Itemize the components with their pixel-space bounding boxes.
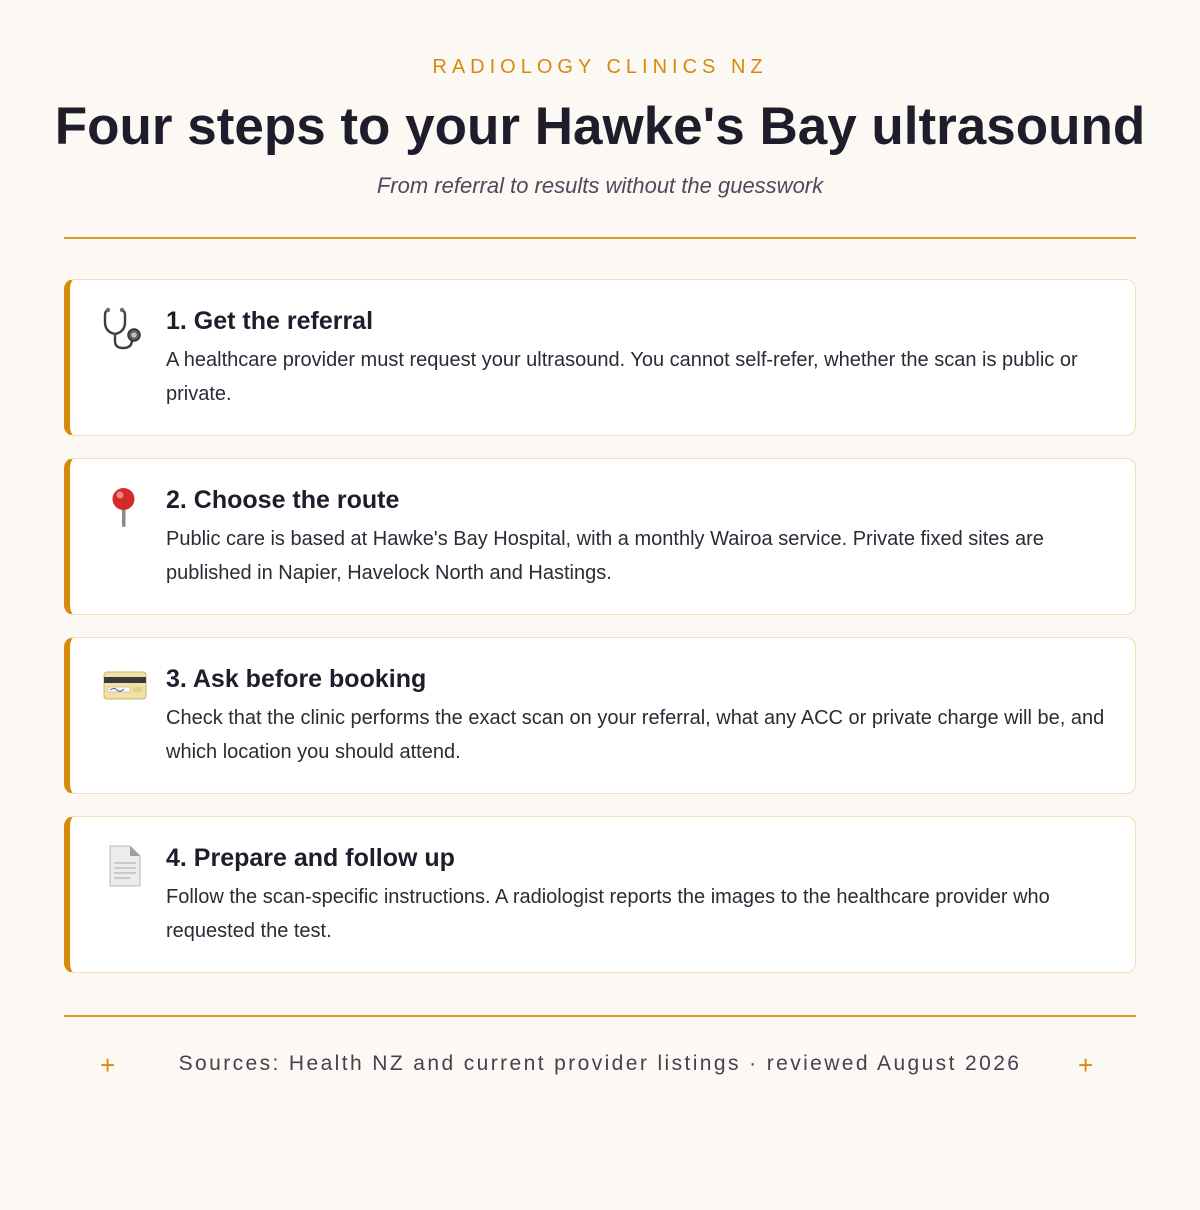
step-description: Check that the clinic performs the exact scan on your referral, what any ACC or private charge will be, and which location you should attend. (166, 707, 1105, 763)
step-description: Public care is based at Hawke's Bay Hospital, with a monthly Wairoa service. Private fixed sites are published in Napier, Havelock North and Hastings. (166, 528, 1044, 584)
page-title: Four steps to your Hawke's Bay ultrasound (54, 97, 1146, 156)
step-description: A healthcare provider must request your ultrasound. You cannot self-refer, whether the scan is public or private. (166, 349, 1078, 405)
stethoscope-icon (102, 306, 148, 352)
page-subtitle: From referral to results without the guesswork (376, 173, 824, 198)
map-pin-icon (102, 485, 148, 531)
top-divider (64, 237, 1136, 239)
step-description: Follow the scan-specific instructions. A radiologist reports the images to the healthcare provider who requested the test. (166, 886, 1050, 942)
step-card-route (64, 458, 1136, 615)
step-card-follow-up (64, 816, 1136, 973)
document-icon (102, 843, 148, 889)
sources-footer: Sources: Health NZ and current provider listings · reviewed August 2026 (178, 1052, 1022, 1075)
brand-eyebrow: RADIOLOGY CLINICS NZ (432, 56, 768, 78)
plus-icon: + (100, 1050, 116, 1080)
step-title: 2. Choose the route (166, 486, 400, 514)
credit-card-icon (102, 664, 148, 710)
plus-icon: + (1078, 1050, 1094, 1080)
step-title: 4. Prepare and follow up (166, 844, 455, 872)
bottom-divider (64, 1015, 1136, 1017)
step-title: 1. Get the referral (166, 307, 374, 335)
step-card-booking (64, 637, 1136, 794)
step-card-referral (64, 279, 1136, 436)
step-title: 3. Ask before booking (166, 665, 427, 693)
